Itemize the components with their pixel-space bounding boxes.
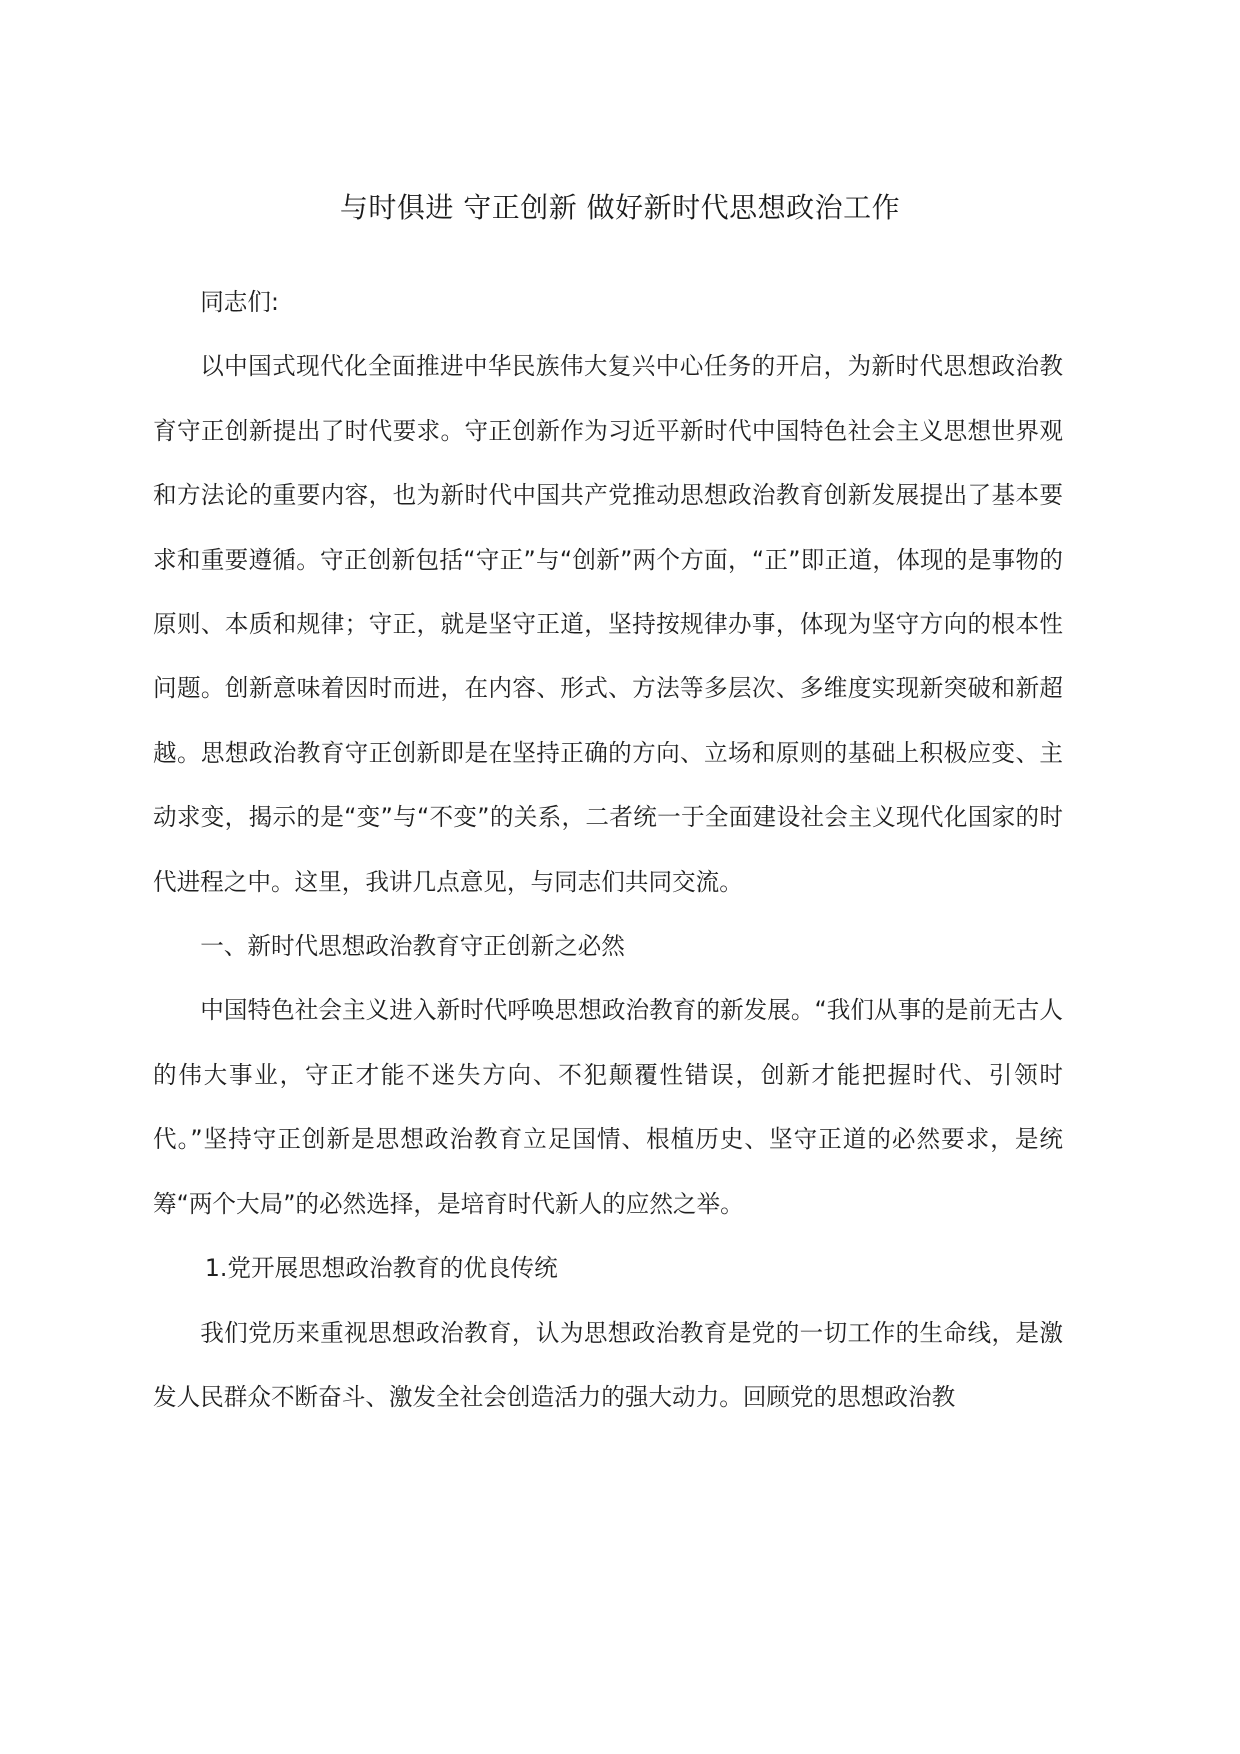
greeting: 同志们: xyxy=(200,288,279,316)
document-title: 与时俱进 守正创新 做好新时代思想政治工作 xyxy=(339,191,901,224)
section-heading-1: 一、新时代思想政治教育守正创新之必然 xyxy=(200,932,625,961)
intro-paragraph: 以中国式现代化全面推进中华民族伟大复兴中心任务的开启，为新时代思想政治教育守正创新提出了时代要求。守正创新作为习近平新时代中国特色社会主义思想世界观和方法论的重要内容，也为新时代中国共产党推动思想政治教育创新发展提出了基本要求和重要遵循。守正创新包括“守正”与“创新”两个方面，“正”即正道，体现的是事物的原则、本质和规律；守正，就是坚守正道，坚持按规律办事，体现为坚守方向的根本性问题。创新意味着因时而进，在内容、形式、方法等多层次、多维度实现新突破和新超越。思想政治教育守正创新即是在坚持正确的方向、立场和原则的基础上积极应变、主动求变，揭示的是“变”与“不变”的关系，二者统一于全面建设社会主义现代化国家的时代进程之中。这里，我讲几点意见，与同志们共同交流。 xyxy=(153,352,1063,896)
section-1-paragraph: 中国特色社会主义进入新时代呼唤思想政治教育的新发展。“我们从事的是前无古人的伟大事业，守正才能不迷失方向、不犯颠覆性错误，创新才能把握时代、引领时代。”坚持守正创新是思想政治教育立足国情、根植历史、坚守正道的必然要求，是统筹“两个大局”的必然选择，是培育时代新人的应然之举。 xyxy=(153,996,1063,1218)
subsection-1-paragraph: 我们党历来重视思想政治教育，认为思想政治教育是党的一切工作的生命线，是激发人民群众不断奋斗、激发全社会创造活力的强大动力。回顾党的思想政治教 xyxy=(153,1318,1063,1411)
document-body xyxy=(153,270,1063,1429)
subsection-heading-1: 1.党开展思想政治教育的优良传统 xyxy=(204,1254,558,1283)
